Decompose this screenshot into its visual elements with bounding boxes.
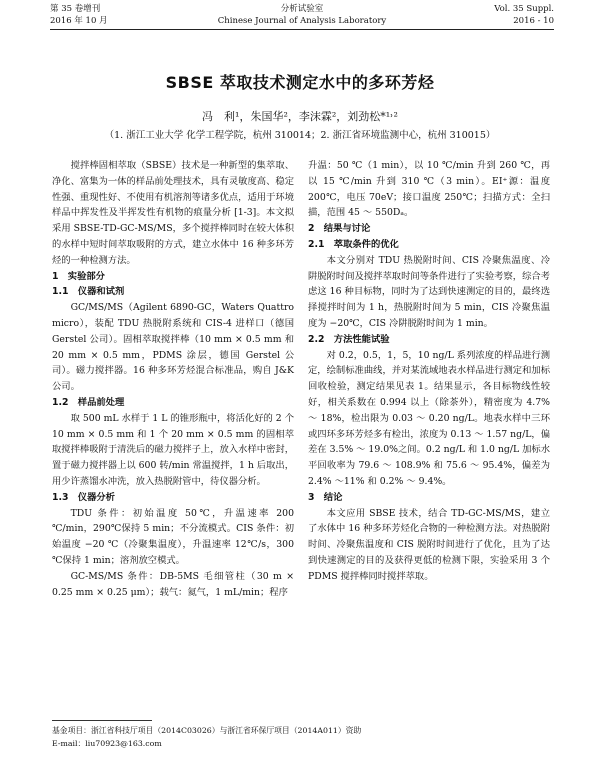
header-date: 2016 年 10 月: [50, 16, 108, 26]
subsection-heading: 2.1 萃取条件的优化: [308, 238, 399, 250]
header-journal-cn: 分析试验室: [280, 4, 324, 14]
email-footnote: E-mail：liu70923@163.com: [52, 739, 162, 748]
body-paragraph: 搅拌棒固相萃取（SBSE）技术是一种新型的集萃取、净化、富集为一体的样品前处理技术，具有灵敏度高、稳定性强、重现性好、不使用有机溶剂等诸多优点，适用于环境样品中挥发性及半挥发性有机物的痕量分析 [1-3]。本文拟采用 SBSE-TD-GC-MS/MS，多个搅拌棒同时在较大体积的水样中短时间萃取吸附的方式，建立水体中 16 种多环芳烃的一种检测方法。: [52, 160, 294, 266]
subsection-heading: 1.3 仪器分析: [52, 491, 115, 503]
body-paragraph: GC-MS/MS 条件：DB-5MS 毛细管柱（30 m × 0.25 mm × 0.25 μm）；载气：氦气，1 mL/min；程序: [52, 570, 294, 598]
section-heading: 2 结果与讨论: [308, 223, 371, 235]
header-journal-en: Chinese Journal of Analysis Laboratory: [217, 16, 387, 26]
header-rule: [50, 29, 554, 30]
header-volume: 第 35 卷增刊: [50, 4, 101, 14]
subsection-heading: 1.2 样品前处理: [52, 396, 125, 408]
body-paragraph: 升温：50 ℃（1 min），以 10 ℃/min 升到 260 ℃，再以 15 ℃/min 升到 310 ℃（3 min）。EI⁺源：温度 200℃，电压 70eV；接口温度 250℃；扫描方式：全扫描，范围 45 ～ 550Dₐ。: [308, 160, 550, 219]
body-paragraph: 本文应用 SBSE 技术，结合 TD-GC-MS/MS，建立了水体中 16 种多环芳烃化合物的一种检测方法。对热脱附时间、冷聚焦温度和 CIS 脱附时间进行了优化，且为了达到快速测定的目的及获得更低的检测下限，实验采用 3 个 PDMS 搅拌棒同时搅拌萃取。: [308, 507, 550, 582]
body-paragraph: 本文分别对 TDU 热脱附时间、CIS 冷聚焦温度、冷阱脱附时间及搅拌萃取时间等条件进行了实验考察，综合考虑这 16 种目标物，同时为了达到快速测定的目的，最终选择搅拌时间为 1 h，热脱附时间为 5 min，CIS 冷聚焦温度为 −20℃，CIS 冷阱脱附时间为 1 min。: [308, 254, 550, 329]
body-paragraph: TDU 条件：初始温度 50℃，升温速率 200 ℃/min，290℃保持 5 min；不分流模式。CIS 条件：初始温度 −20 ℃（冷聚集温度），升温速率 12℃/s，300 ℃保持 1 min；溶剂放空模式。: [52, 507, 294, 566]
author-list: 冯 利¹，朱国华²，李沫霖²，刘劲松*¹˒²: [202, 110, 398, 123]
body-paragraph: GC/MS/MS（Agilent 6890-GC，Waters Quattro micro），装配 TDU 热脱附系统和 CIS-4 进样口（德国 Gerstel 公司）。固相萃取搅拌棒（10 mm × 0.5 mm 和 20 mm × 0.5 mm，PDMS 涂层，德国 Gerstel 公司）。磁力搅拌器。16 种多环芳烃混合标准品，购自 J&K 公司。: [52, 302, 294, 393]
running-header: [50, 2, 554, 32]
footnote-rule: [52, 720, 152, 721]
body-paragraph: 取 500 mL 水样于 1 L 的锥形瓶中，将活化好的 2 个 10 mm × 0.5 mm 和 1 个 20 mm × 0.5 mm 的固相萃取搅拌棒吸附于清洗后的磁力搅拌子上，放入水样中密封，置于磁力搅拌器上以 600 转/min 常温搅拌，1 h 后取出，用少许蒸馏水冲洗，放入热脱附管中，待仪器分析。: [52, 412, 294, 487]
funding-footnote: 基金项目：浙江省科技厅项目（2014C03026）与浙江省环保厅项目（2014A011）资助: [52, 726, 362, 735]
right-column: [308, 158, 550, 585]
affiliation: （1. 浙江工业大学 化学工程学院，杭州 310014；2. 浙江省环境监测中心，杭州 310015）: [104, 130, 496, 141]
body-paragraph: 对 0.2，0.5，1，5，10 ng/L 系列浓度的样品进行测定，绘制标准曲线，并对某流域地表水样品进行测定和加标回收检验，测定结果见表 1。结果显示，各目标物线性较好，相关系数在 0.994 以上（除茶外），精密度为 4.7% ～ 18%，检出限为 0.03 ～ 0.20 ng/L。地表水样中三环或四环多环芳烃多有检出，浓度为 0.13 ～ 1.57 ng/L，偏差在 3.5% ～ 19.0%之间。0.2 ng/L 和 1.0 ng/L 加标水平回收率为 79.6 ～ 108.9% 和 75.6 ～ 95.4%，偏差为 2.4% ～11% 和 0.2% ～ 9.4%。: [308, 349, 550, 487]
subsection-heading: 1.1 仪器和试剂: [52, 286, 125, 298]
header-volume-en: Vol. 35 Suppl.: [494, 4, 554, 14]
paper-title: SBSE 萃取技术测定水中的多环芳烃: [165, 73, 435, 92]
section-heading: 3 结论: [308, 491, 343, 503]
section-heading: 1 实验部分: [52, 270, 105, 282]
header-date-en: 2016 - 10: [513, 16, 554, 26]
left-column: [52, 158, 294, 600]
subsection-heading: 2.2 方法性能试验: [308, 333, 390, 345]
